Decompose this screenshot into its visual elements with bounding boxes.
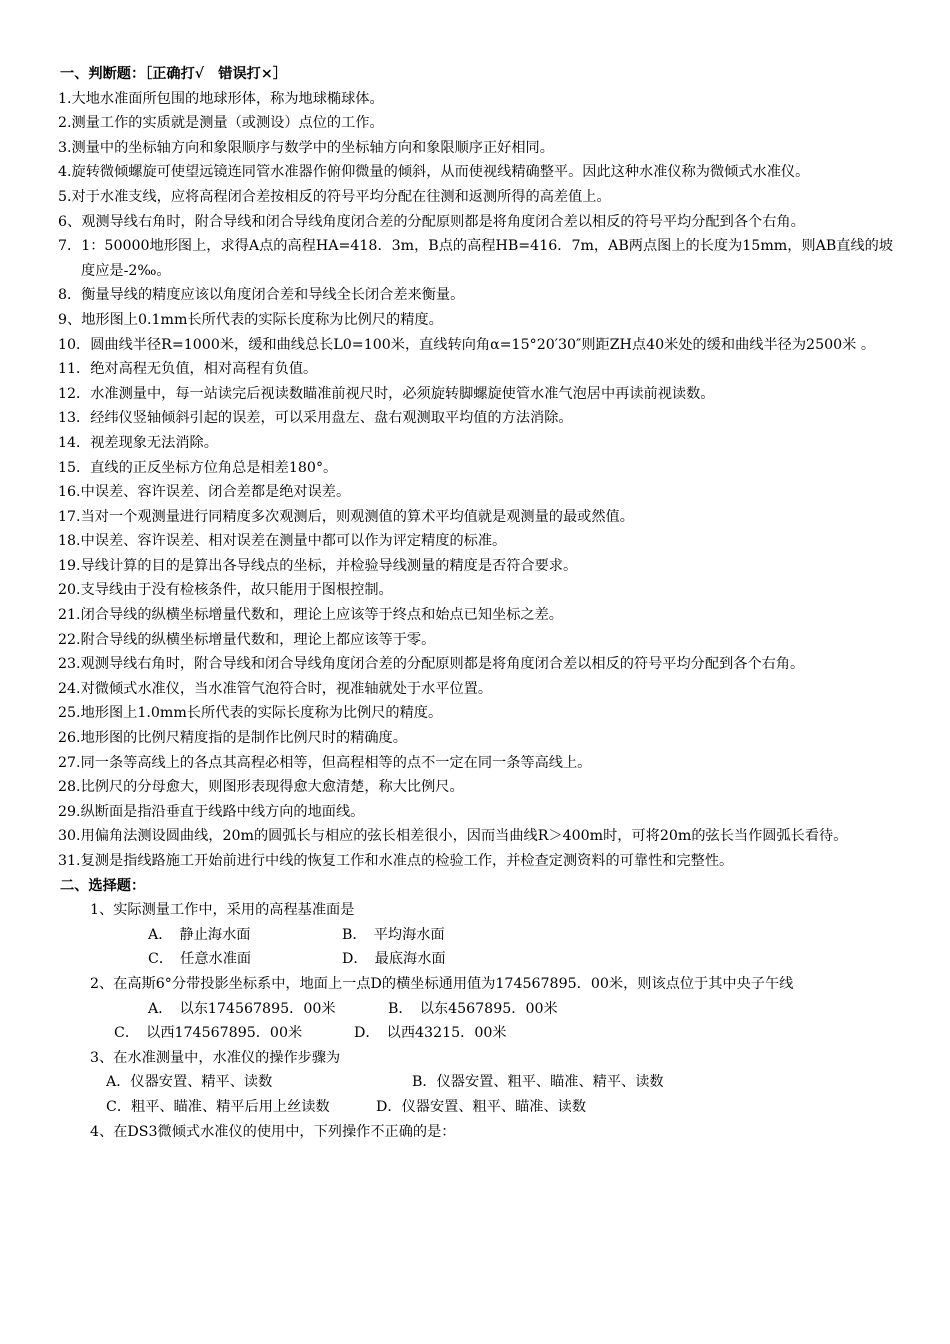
question-1-options-row-1 <box>90 923 896 948</box>
section-title-true-false: 一、判断题：［正确打√ 错误打×］ <box>60 66 287 82</box>
section-title-multiple-choice: 二、选择题： <box>60 877 146 894</box>
tf-item-17: 17.当对一个观测量进行同精度多次观测后，则观测值的算术平均值就是观测量的最或然值。 <box>58 508 634 525</box>
tf-item-24: 24.对微倾式水准仪，当水准管气泡符合时，视准轴就处于水平位置。 <box>58 680 493 697</box>
document-content <box>58 62 896 1144</box>
option-c: C． 任意水准面 <box>148 951 252 968</box>
option-d: D． 以西43215．00米 <box>354 1025 507 1042</box>
tf-item-2: 2.测量工作的实质就是测量（或测设）点位的工作。 <box>58 115 384 132</box>
question-2-options-row-2 <box>90 1021 896 1046</box>
option-a: A． 以东174567895．00米 <box>148 1000 336 1017</box>
option-d: D． 最底海水面 <box>342 951 446 968</box>
tf-item-5: 5.对于水准支线，应将高程闭合差按相反的符号平均分配在往测和返测所得的高差值上。 <box>58 188 611 205</box>
tf-item-26: 26.地形图的比例尺精度指的是制作比例尺时的精确度。 <box>58 730 407 747</box>
question-4-stem: 4、在DS3微倾式水准仪的使用中，下列操作不正确的是： <box>90 1123 456 1140</box>
tf-item-7: 7．1：50000地形图上，求得A点的高程HA=418．3m，B点的高程HB=416．7m，AB两点图上的长度为15mm，则AB直线的坡度应是-2‰。 <box>58 238 894 279</box>
tf-item-28: 28.比例尺的分母愈大，则图形表现得愈大愈清楚，称大比例尺。 <box>58 779 464 796</box>
question-3-options-row-2 <box>90 1095 896 1120</box>
option-b: B． 以东4567895．00米 <box>388 1000 558 1017</box>
option-a: A． 静止海水面 <box>148 926 251 943</box>
option-a: A．仪器安置、精平、读数 <box>106 1074 273 1091</box>
tf-item-27: 27.同一条等高线上的各点其高程必相等，但高程相等的点不一定在同一条等高线上。 <box>58 754 592 771</box>
tf-item-20: 20.支导线由于没有检核条件，故只能用于图根控制。 <box>58 582 393 599</box>
tf-item-15: 15．直线的正反坐标方位角总是相差180°。 <box>58 459 338 476</box>
question-4 <box>58 1120 896 1145</box>
tf-item-11: 11．绝对高程无负值，相对高程有负值。 <box>58 361 318 378</box>
question-2-stem: 2、在高斯6°分带投影坐标系中，地面上一点D的横坐标通用值为174567895．00米，则该点位于其中央子午线 <box>90 975 794 992</box>
tf-item-8: 8．衡量导线的精度应该以角度闭合差和导线全长闭合差来衡量。 <box>58 287 465 304</box>
option-b: B． 平均海水面 <box>342 926 445 943</box>
option-c: C． 以西174567895．00米 <box>114 1025 303 1042</box>
tf-item-1: 1.大地水准面所包围的地球形体，称为地球椭球体。 <box>58 90 384 107</box>
question-3-stem: 3、在水准测量中，水准仪的操作步骤为 <box>90 1049 341 1066</box>
option-c: C．粗平、瞄准、精平后用上丝读数 <box>106 1098 330 1115</box>
question-1-stem: 1、实际测量工作中，采用的高程基准面是 <box>90 902 355 919</box>
question-2-options-row-1 <box>90 997 896 1022</box>
tf-item-29: 29.纵断面是指沿垂直于线路中线方向的地面线。 <box>58 803 365 820</box>
tf-item-18: 18.中误差、容许误差、相对误差在测量中都可以作为评定精度的标准。 <box>58 533 507 550</box>
question-3-options-row-1 <box>90 1070 896 1095</box>
tf-item-12: 12．水准测量中，每一站读完后视读数瞄准前视尺时，必须旋转脚螺旋使管水准气泡居中再读前视读数。 <box>58 385 715 402</box>
tf-item-9: 9、地形图上0.1mm长所代表的实际长度称为比例尺的精度。 <box>58 311 443 328</box>
tf-item-30: 30.用偏角法测设圆曲线，20m的圆弧长与相应的弦长相差很小，因而当曲线R＞400m时，可将20m的弦长当作圆弧长看待。 <box>58 828 848 845</box>
question-3 <box>58 1046 896 1120</box>
tf-item-16: 16.中误差、容许误差、闭合差都是绝对误差。 <box>58 484 351 501</box>
tf-item-14: 14．视差现象无法消除。 <box>58 434 218 451</box>
tf-item-19: 19.导线计算的目的是算出各导线点的坐标，并检验导线测量的精度是否符合要求。 <box>58 557 578 574</box>
tf-item-22: 22.附合导线的纵横坐标增量代数和，理论上都应该等于零。 <box>58 631 436 648</box>
question-1 <box>58 898 896 972</box>
tf-item-23: 23.观测导线右角时，附合导线和闭合导线角度闭合差的分配原则都是将角度闭合差以相反的符号平均分配到各个右角。 <box>58 656 805 673</box>
tf-item-25: 25.地形图上1.0mm长所代表的实际长度称为比例尺的精度。 <box>58 705 443 722</box>
tf-item-6: 6、观测导线右角时，附合导线和闭合导线角度闭合差的分配原则都是将角度闭合差以相反的符号平均分配到各个右角。 <box>58 213 805 230</box>
tf-item-31: 31.复测是指线路施工开始前进行中线的恢复工作和水准点的检验工作，并检查定测资料的可靠性和完整性。 <box>58 853 734 869</box>
option-d: D．仪器安置、粗平、瞄准、读数 <box>376 1098 587 1115</box>
tf-item-21: 21.闭合导线的纵横坐标增量代数和，理论上应该等于终点和始点已知坐标之差。 <box>58 607 563 624</box>
tf-item-13: 13．经纬仪竖轴倾斜引起的误差，可以采用盘左、盘右观测取平均值的方法消除。 <box>58 410 573 427</box>
tf-item-3: 3.测量中的坐标轴方向和象限顺序与数学中的坐标轴方向和象限顺序正好相同。 <box>58 139 554 156</box>
question-2 <box>58 972 896 1046</box>
question-1-options-row-2 <box>90 947 896 972</box>
option-b: B．仪器安置、粗平、瞄准、精平、读数 <box>412 1074 664 1091</box>
tf-item-10: 10．圆曲线半径R=1000米，缓和曲线总长L0=100米，直线转向角α=15°20′30″则距ZH点40米处的缓和曲线半径为2500米 。 <box>58 336 876 353</box>
tf-item-4: 4.旋转微倾螺旋可使望远镜连同管水准器作俯仰微量的倾斜，从而使视线精确整平。因此这种水准仪称为微倾式水准仪。 <box>58 164 810 181</box>
